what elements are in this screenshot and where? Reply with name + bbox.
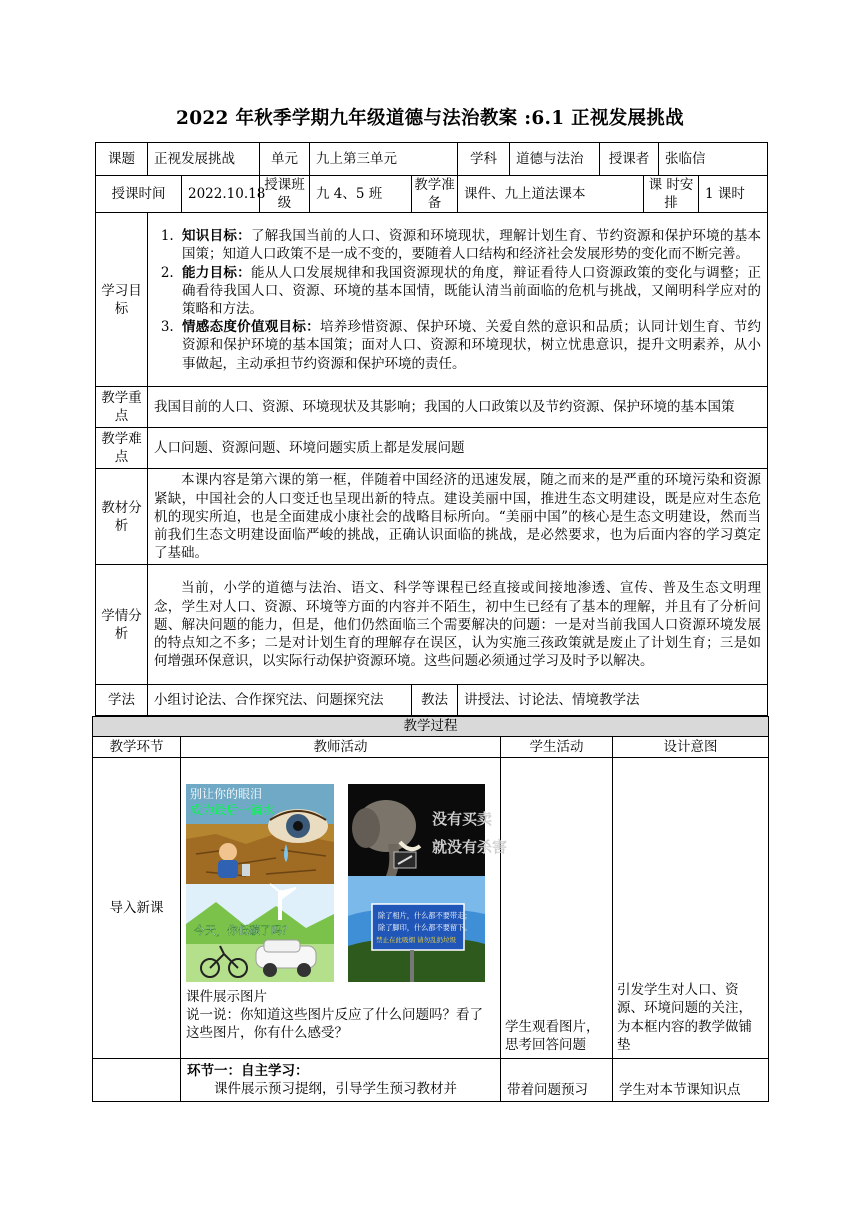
key-points-text: 我国目前的人口、资源、环境现状及其影响；我国的人口政策以及节约资源、保护环境的基本国策 xyxy=(148,387,768,428)
teach-method-label: 教法 xyxy=(412,685,458,716)
student-analysis-text: 当前，小学的道德与法治、语文、科学等课程已经直接或间接地渗透、宣传、普及生态文明理念，学生对人口、资源、环境等方面的内容并不陌生，初中生已经有了基本的理解，并且有了分析问题、解决问题的能力，但是，他们仍然面临三个需要解决的问题：一是对当前我国人口资源环境发展的特点知之不多；二是对计划生育的理解存在误区，认为实施三孩政策就是废止了计划生育；三是如何增强环保意识，以实际行动保护资源环境。这些问题必须通过学习及时予以解决。 xyxy=(148,565,768,685)
subject-label: 学科 xyxy=(458,143,510,176)
teaching-process-table xyxy=(92,716,769,1102)
lesson-info-table xyxy=(95,142,768,716)
info-row-2 xyxy=(96,176,768,213)
col-student-activity: 学生活动 xyxy=(501,737,613,758)
drought-text-1: 别让你的眼泪 xyxy=(190,787,263,801)
material-analysis-text: 本课内容是第六课的第一框，伴随着中国经济的迅速发展，随之而来的是严重的环境污染和资源紧缺，中国社会的人口变迁也呈现出新的特点。建设美丽中国，推进生态文明建设，既是应对生态危机的现实所迫，也是全面建成小康社会的战略目标所向。“美丽中国”的核心是生态文明建设，然而当前我们生态文明建设面临严峻的挑战，正确认识面临的挑战，是必然要求，也为后面内容的学习奠定了基础。 xyxy=(148,469,768,565)
methods-row xyxy=(96,685,768,716)
section1-title: 环节一：自主学习： xyxy=(187,1063,309,1079)
class-value: 九 4、5 班 xyxy=(310,176,412,213)
goal-attitude: 3. 情感态度价值观目标：培养珍惜资源、保护环境、关爱自然的意识和品质；认同计划生育、节约资源和保护环境的基本国策；面对人口、资源和环境现状，树立忧患意识，提升文明素养，从小事做起，主动承担节约资源和保护环境的责任。 xyxy=(178,318,761,373)
time-value: 2022.10.18 xyxy=(182,176,260,213)
teach-method-value: 讲授法、讨论法、情境教学法 xyxy=(458,685,768,716)
goals-label: 学习目标 xyxy=(96,213,148,387)
difficult-points-label: 教学难点 xyxy=(96,428,148,469)
section1-student-activity: 带着问题预习 xyxy=(501,1059,613,1102)
intro-teacher-text-2: 说一说：你知道这些图片反应了什么问题吗？看了这些图片，你有什么感受？ xyxy=(186,1007,483,1042)
drought-text-2: 成为最后一滴水 xyxy=(190,803,275,817)
topic-value: 正视发展挑战 xyxy=(148,143,260,176)
elephant-image xyxy=(348,784,508,884)
student-analysis-row xyxy=(96,565,768,685)
student-analysis-label: 学情分析 xyxy=(96,565,148,685)
material-analysis-row xyxy=(96,469,768,565)
process-columns-row xyxy=(93,737,769,758)
sign-text-3: 禁止在此吸烟 请勿乱扔垃圾 xyxy=(376,936,457,944)
process-header: 教学过程 xyxy=(93,717,769,737)
image-grid xyxy=(186,776,508,988)
goal-ability: 2. 能力目标：能从人口发展规律和我国资源现状的角度，辩证看待人口资源政策的变化与调整；正确看待我国人口、资源、环境的基本国情，既能认清当前面临的危机与挑战，又阐明科学应对的策略和方法。 xyxy=(178,264,761,319)
section1-teacher-text: 课件展示预习提纲，引导学生预习教材并 xyxy=(214,1081,457,1098)
teacher-value: 张临信 xyxy=(659,143,768,176)
prep-value: 课件、九上道法课本 xyxy=(458,176,644,213)
low-carbon-text: 今天，你低碳了吗？ xyxy=(194,924,293,937)
unit-value: 九上第三单元 xyxy=(310,143,458,176)
col-teacher-activity: 教师活动 xyxy=(181,737,501,758)
learn-method-value: 小组讨论法、合作探究法、问题探究法 xyxy=(148,685,412,716)
key-points-row xyxy=(96,387,768,428)
difficult-points-text: 人口问题、资源问题、环境问题实质上都是发展问题 xyxy=(148,428,768,469)
prep-label: 教学准备 xyxy=(412,176,458,213)
material-analysis-label: 教材分析 xyxy=(96,469,148,565)
goals-content xyxy=(148,213,768,387)
col-design-intent: 设计意图 xyxy=(613,737,769,758)
section1-teacher-activity xyxy=(181,1059,501,1102)
col-stage: 教学环节 xyxy=(93,737,181,758)
hours-label: 课 时安排 xyxy=(644,176,699,213)
sign-text-2: 除了脚印，什么都不要留下。 xyxy=(378,923,472,932)
class-label: 授课班级 xyxy=(260,176,310,213)
intro-stage: 导入新课 xyxy=(93,758,181,1059)
unit-label: 单元 xyxy=(260,143,310,176)
info-row-1 xyxy=(96,143,768,176)
elephant-text-1: 没有买卖 xyxy=(432,810,493,828)
intro-teacher-text-1: 课件展示图片 xyxy=(186,989,267,1005)
intro-teacher-activity xyxy=(181,758,508,1059)
goal-knowledge: 1. 知识目标：了解我国当前的人口、资源和环境现状，理解计划生育、节约资源和保护环境的基本国策；知道人口政策不是一成不变的，要随着人口结构和经济社会发展形势的变化而不断完善。 xyxy=(178,227,761,263)
nature-sign-image xyxy=(348,876,485,982)
page-title: 2022 年秋季学期九年级道德与法治教案 :6.1 正视发展挑战 xyxy=(176,108,684,129)
difficult-points-row xyxy=(96,428,768,469)
intro-design-intent: 引发学生对人口、资源、环境问题的关注，为本框内容的教学做铺垫 xyxy=(613,758,769,1059)
topic-label: 课题 xyxy=(96,143,148,176)
subject-value: 道德与法治 xyxy=(510,143,600,176)
drought-eye-image xyxy=(186,784,334,884)
goals-list xyxy=(156,227,761,373)
elephant-text-2: 就没有杀害 xyxy=(432,838,508,856)
intro-row xyxy=(93,758,769,1059)
section1-row xyxy=(93,1059,769,1102)
section1-design-intent: 学生对本节课知识点 xyxy=(613,1059,769,1102)
key-points-label: 教学重点 xyxy=(96,387,148,428)
sign-text-1: 除了相片，什么都不要带走； xyxy=(378,911,472,920)
learn-method-label: 学法 xyxy=(96,685,148,716)
low-carbon-image xyxy=(186,884,334,982)
goals-row xyxy=(96,213,768,387)
section1-stage xyxy=(93,1059,181,1102)
intro-student-activity: 学生观看图片，思考回答问题 xyxy=(501,758,613,1059)
hours-value: 1 课时 xyxy=(699,176,768,213)
time-label: 授课时间 xyxy=(96,176,182,213)
teacher-label: 授课者 xyxy=(600,143,659,176)
